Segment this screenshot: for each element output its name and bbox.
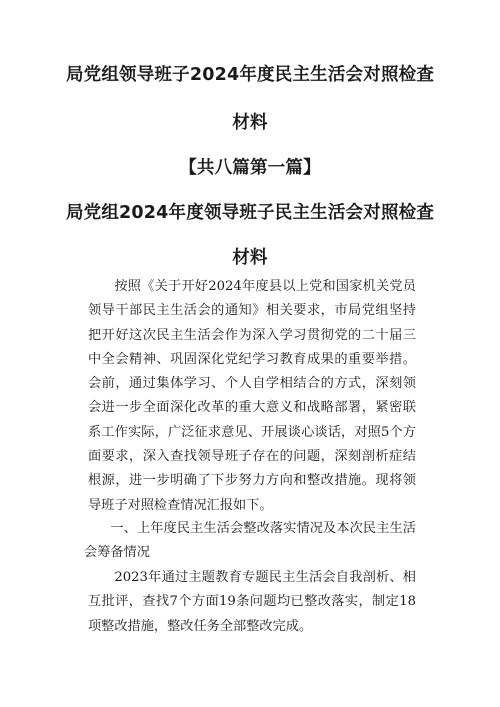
document-title-line-2: 材料 [232, 113, 268, 133]
subtitle-line-2: 材料 [232, 248, 268, 268]
section-heading-1: 一、上年度民主生活会整改落实情况及本次民主生活会筹备情况 [84, 521, 416, 561]
series-label: 【共八篇第一篇】 [179, 158, 321, 178]
document-title-line-1: 局党组领导班子2024年度民主生活会对照检查 [65, 65, 435, 85]
subtitle-line-1: 局党组2024年度领导班子民主生活会对照检查 [65, 203, 435, 223]
body-paragraph-intro: 按照《关于开好2024年度县以上党和国家机关党员领导干部民主生活会的通知》相关要求，市局党组坚持把开好这次民主生活会作为深入学习贯彻党的二十届三中全会精神、巩固深化党纪学习教育成果的重要举措。会前，通过集体学习、个人自学相结合的方式，深刻领会进一步全面深化改革的重大意义和战略部署，紧密联系工作实际，广泛征求意见、开展谈心谈话，对照5个方面要求，深入查找领导班子存在的问题，深刻剖析症结根源，进一步明确了下步努力方向和整改措施。现将领导班子对照检查情况汇报如下。 [88, 279, 416, 513]
body-paragraph-2023-rectification: 2023年通过主题教育专题民主生活会自我剖析、相互批评，查找7个方面19条问题均已整改落实，制定18项整改措施，整改任务全部整改完成。 [88, 570, 416, 634]
